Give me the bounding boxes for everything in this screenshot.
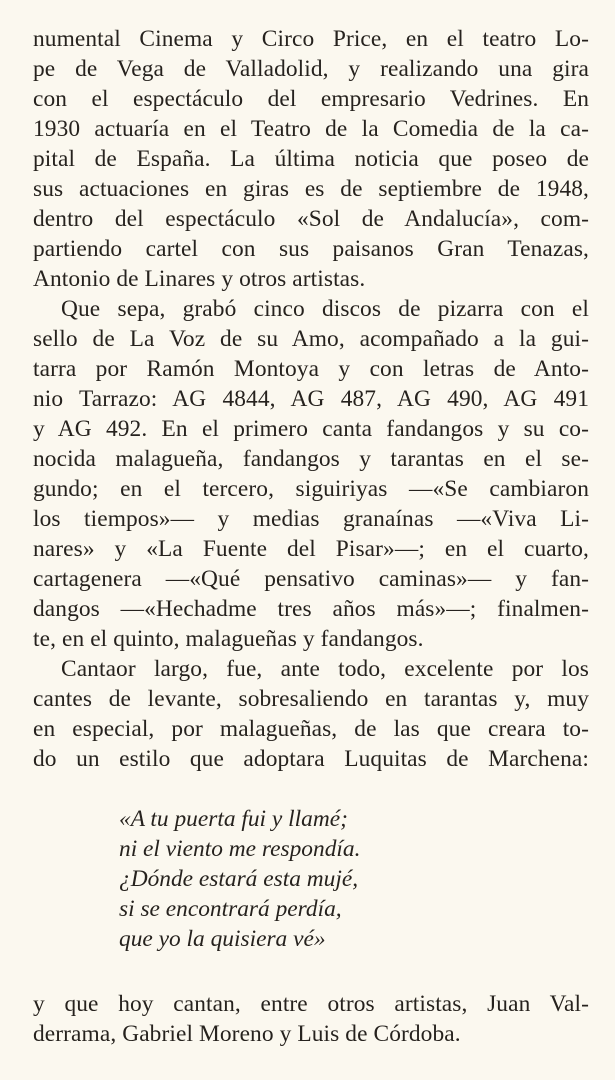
text-line: Que sepa, grabó cinco discos de pizarra con el xyxy=(61,296,589,322)
text-line: numental Cinema y Circo Price, en el teatro Lo- xyxy=(33,26,589,52)
text-line: nares» y «La Fuente del Pisar»—; en el cuarto, xyxy=(33,536,589,562)
text-line: dangos —«Hechadme tres años más»—; finalmen- xyxy=(33,596,589,622)
text-line: sus actuaciones en giras es de septiembre de 1948, xyxy=(33,176,589,202)
text-line: do un estilo que adoptara Luquitas de Marchena: xyxy=(33,746,589,772)
text-line: partiendo cartel con sus paisanos Gran Tenazas, xyxy=(33,236,589,262)
text-line: cantes de levante, sobresaliendo en tarantas y, muy xyxy=(33,686,589,712)
verse-line: «A tu puerta fui y llamé; xyxy=(119,806,348,832)
text-line: 1930 actuaría en el Teatro de la Comedia de la ca- xyxy=(33,116,589,142)
verse-line: si se encontrará perdía, xyxy=(119,896,342,922)
text-line: pe de Vega de Valladolid, y realizando una gira xyxy=(33,56,589,82)
text-line: Cantaor largo, fue, ante todo, excelente por los xyxy=(61,656,589,682)
text-line: nio Tarrazo: AG 4844, AG 487, AG 490, AG 491 xyxy=(33,386,589,412)
text-line: Antonio de Linares y otros artistas. xyxy=(33,266,366,292)
text-line: los tiempos»— y medias granaínas —«Viva Li- xyxy=(33,506,589,532)
text-line: derrama, Gabriel Moreno y Luis de Córdoba. xyxy=(33,1021,461,1047)
verse-line: ¿Dónde estará esta mujé, xyxy=(119,866,359,892)
text-line: en especial, por malagueñas, de las que creara to- xyxy=(33,716,589,742)
verse-line: ni el viento me respondía. xyxy=(119,836,361,862)
text-line: y que hoy cantan, entre otros artistas, Juan Val- xyxy=(33,991,589,1017)
text-line: te, en el quinto, malagueñas y fandangos. xyxy=(33,626,424,652)
text-line: sello de La Voz de su Amo, acompañado a la gui- xyxy=(33,326,589,352)
text-line: nocida malagueña, fandangos y tarantas en el se- xyxy=(33,446,589,472)
text-line: pital de España. La última noticia que poseo de xyxy=(33,146,589,172)
verse-line: que yo la quisiera vé» xyxy=(119,926,326,952)
text-line: cartagenera —«Qué pensativo caminas»— y fan- xyxy=(33,566,589,592)
text-line: con el espectáculo del empresario Vedrines. En xyxy=(33,86,589,112)
text-line: gundo; en el tercero, siguiriyas —«Se cambiaron xyxy=(33,476,589,502)
text-line: dentro del espectáculo «Sol de Andalucía», com- xyxy=(33,206,589,232)
text-line: tarra por Ramón Montoya y con letras de Anto- xyxy=(33,356,589,382)
text-line: y AG 492. En el primero canta fandangos y su co- xyxy=(33,416,589,442)
